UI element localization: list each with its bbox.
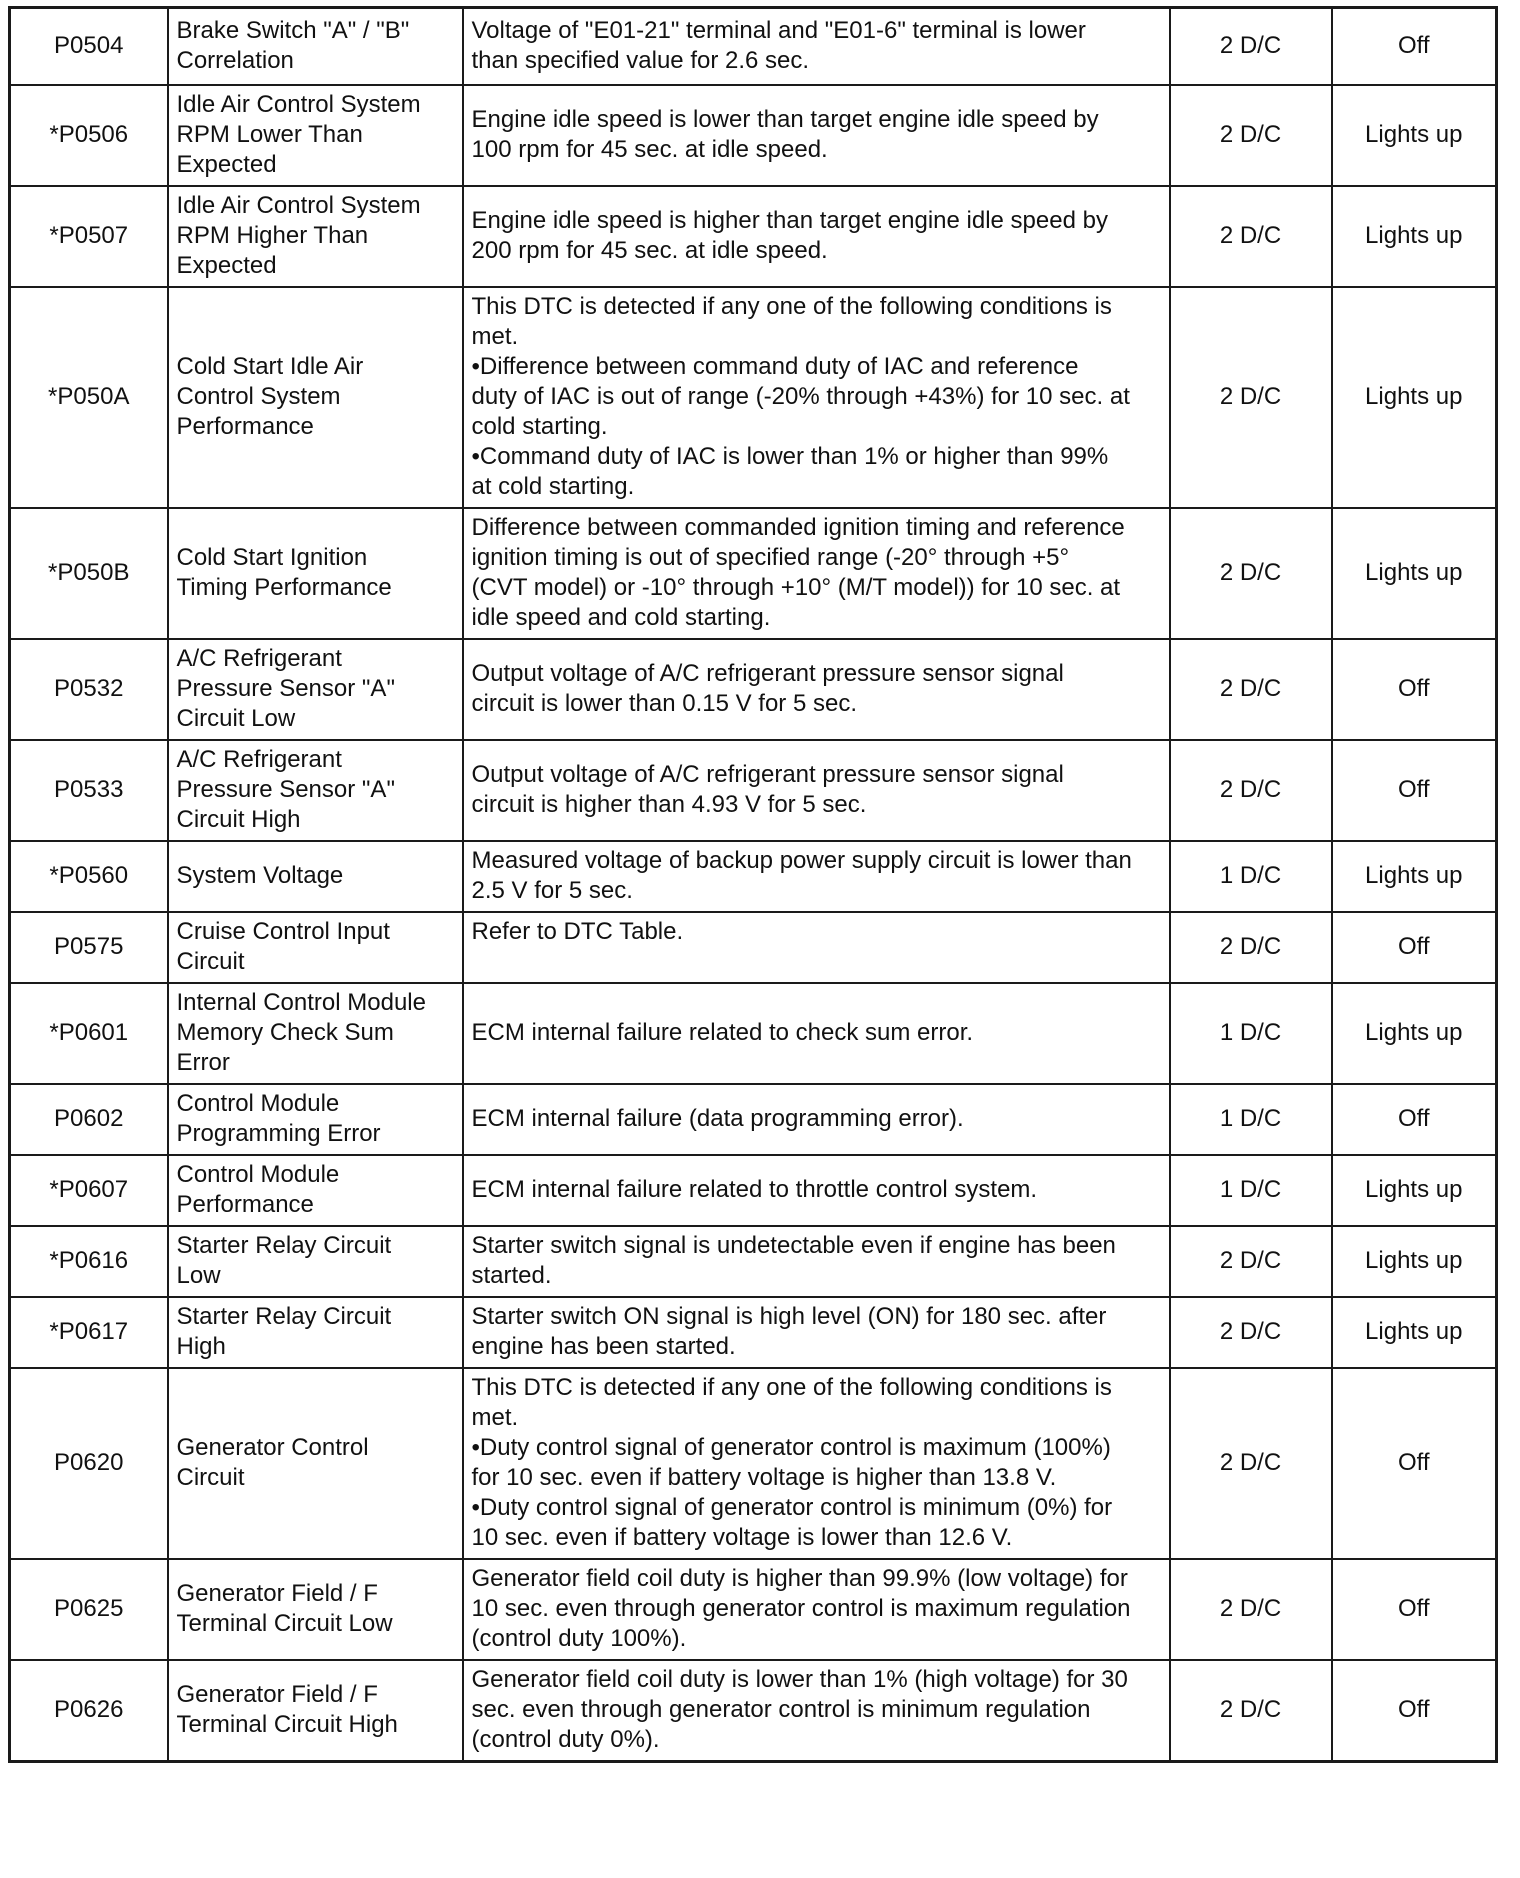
dtc-code-cell: *P0617: [10, 1297, 168, 1368]
mil-cell: Off: [1332, 912, 1497, 983]
detection-condition-line: Voltage of "E01-21" terminal and "E01-6" terminal is lower: [471, 16, 1086, 44]
detected-item-cell: [168, 841, 463, 912]
table-row: [10, 186, 1497, 287]
table-row: [10, 740, 1497, 841]
detected-item-line: Low: [176, 1261, 221, 1289]
detection-condition-cell: [463, 1660, 1170, 1762]
trip-logic-cell: 2 D/C: [1170, 740, 1332, 841]
detection-condition-line: idle speed and cold starting.: [471, 603, 771, 631]
detection-condition-cell: [463, 1368, 1170, 1559]
detection-condition-line: Engine idle speed is lower than target engine idle speed by: [471, 105, 1099, 133]
table-row: [10, 841, 1497, 912]
mil-cell: Lights up: [1332, 1226, 1497, 1297]
detected-item-cell: [168, 8, 463, 85]
dtc-code-cell: *P0601: [10, 983, 168, 1084]
trip-logic-cell: 2 D/C: [1170, 508, 1332, 639]
detection-condition-line: Output voltage of A/C refrigerant pressure sensor signal: [471, 659, 1064, 687]
detection-condition-cell: [463, 1297, 1170, 1368]
detection-condition-line: cold starting.: [471, 412, 608, 440]
detected-item-cell: [168, 912, 463, 983]
detected-item-line: Pressure Sensor "A": [176, 775, 395, 803]
table-row: [10, 1559, 1497, 1660]
trip-logic-cell: 1 D/C: [1170, 1155, 1332, 1226]
detected-item-cell: [168, 186, 463, 287]
mil-cell: Off: [1332, 740, 1497, 841]
mil-cell: Lights up: [1332, 983, 1497, 1084]
mil-cell: Lights up: [1332, 1155, 1497, 1226]
detection-condition-line: circuit is lower than 0.15 V for 5 sec.: [471, 689, 857, 717]
detected-item-line: Internal Control Module: [176, 988, 426, 1016]
dtc-code-cell: *P0560: [10, 841, 168, 912]
detection-condition-line: Difference between commanded ignition timing and reference: [471, 513, 1125, 541]
table-row: [10, 8, 1497, 85]
detection-condition-line: duty of IAC is out of range (-20% through +43%) for 10 sec. at: [471, 382, 1130, 410]
detection-condition-cell: [463, 983, 1170, 1084]
table-row: [10, 912, 1497, 983]
table-row: [10, 639, 1497, 740]
detected-item-line: Pressure Sensor "A": [176, 674, 395, 702]
detected-item-line: Idle Air Control System: [176, 90, 421, 118]
detection-condition-line: Refer to DTC Table.: [471, 917, 684, 945]
detected-item-cell: [168, 983, 463, 1084]
table-row: [10, 1660, 1497, 1762]
mil-cell: Lights up: [1332, 1297, 1497, 1368]
detection-condition-cell: [463, 1559, 1170, 1660]
detection-condition-line: at cold starting.: [471, 472, 635, 500]
detected-item-line: Programming Error: [176, 1119, 381, 1147]
mil-cell: Off: [1332, 1084, 1497, 1155]
detected-item-line: Circuit: [176, 1463, 245, 1491]
detected-item-cell: [168, 508, 463, 639]
detected-item-line: Control Module: [176, 1089, 340, 1117]
detected-item-line: Control Module: [176, 1160, 340, 1188]
trip-logic-cell: 2 D/C: [1170, 85, 1332, 186]
detection-condition-line: •Difference between command duty of IAC and reference: [471, 352, 1079, 380]
detected-item-line: Memory Check Sum: [176, 1018, 394, 1046]
mil-cell: Off: [1332, 1368, 1497, 1559]
detection-condition-line: •Duty control signal of generator control is minimum (0%) for: [471, 1493, 1113, 1521]
mil-cell: Lights up: [1332, 85, 1497, 186]
dtc-code-cell: P0625: [10, 1559, 168, 1660]
dtc-code-cell: P0532: [10, 639, 168, 740]
dtc-code-cell: P0626: [10, 1660, 168, 1762]
detection-condition-line: ECM internal failure related to throttle control system.: [471, 1175, 1038, 1203]
detection-condition-cell: [463, 740, 1170, 841]
detected-item-line: Starter Relay Circuit: [176, 1231, 392, 1259]
detection-condition-line: met.: [471, 1403, 519, 1431]
detected-item-line: A/C Refrigerant: [176, 745, 342, 773]
detection-condition-line: Starter switch ON signal is high level (ON) for 180 sec. after: [471, 1302, 1107, 1330]
detected-item-line: RPM Lower Than: [176, 120, 363, 148]
trip-logic-cell: 1 D/C: [1170, 983, 1332, 1084]
detected-item-line: Generator Control: [176, 1433, 369, 1461]
detection-condition-line: ECM internal failure (data programming error).: [471, 1104, 964, 1132]
detection-condition-line: circuit is higher than 4.93 V for 5 sec.: [471, 790, 867, 818]
dtc-code-cell: P0620: [10, 1368, 168, 1559]
detected-item-cell: [168, 1660, 463, 1762]
detected-item-line: Idle Air Control System: [176, 191, 421, 219]
detection-condition-cell: [463, 841, 1170, 912]
detected-item-line: Brake Switch "A" / "B": [176, 16, 410, 44]
detection-condition-cell: [463, 639, 1170, 740]
detection-condition-line: Engine idle speed is higher than target engine idle speed by: [471, 206, 1108, 234]
detection-condition-cell: [463, 912, 1170, 983]
detected-item-line: Error: [176, 1048, 230, 1076]
detected-item-line: Cruise Control Input: [176, 917, 390, 945]
dtc-code-cell: *P0507: [10, 186, 168, 287]
trip-logic-cell: 2 D/C: [1170, 186, 1332, 287]
detected-item-line: Circuit High: [176, 805, 301, 833]
detected-item-line: Circuit: [176, 947, 245, 975]
detected-item-cell: [168, 639, 463, 740]
trip-logic-cell: 2 D/C: [1170, 1297, 1332, 1368]
detection-condition-line: 2.5 V for 5 sec.: [471, 876, 633, 904]
detected-item-line: Control System: [176, 382, 341, 410]
mil-cell: Off: [1332, 1559, 1497, 1660]
trip-logic-cell: 2 D/C: [1170, 1559, 1332, 1660]
detected-item-line: Expected: [176, 251, 277, 279]
detected-item-line: Circuit Low: [176, 704, 296, 732]
detection-condition-line: engine has been started.: [471, 1332, 736, 1360]
dtc-code-cell: *P050B: [10, 508, 168, 639]
detection-condition-line: •Command duty of IAC is lower than 1% or higher than 99%: [471, 442, 1109, 470]
mil-cell: Lights up: [1332, 508, 1497, 639]
detected-item-line: Terminal Circuit Low: [176, 1609, 393, 1637]
dtc-code-cell: *P0607: [10, 1155, 168, 1226]
detected-item-cell: [168, 1084, 463, 1155]
trip-logic-cell: 1 D/C: [1170, 1084, 1332, 1155]
detected-item-line: Cold Start Ignition: [176, 543, 368, 571]
detection-condition-line: 10 sec. even through generator control is maximum regulation: [471, 1594, 1131, 1622]
detection-condition-line: sec. even through generator control is minimum regulation: [471, 1695, 1091, 1723]
mil-cell: Off: [1332, 1660, 1497, 1762]
detection-condition-line: than specified value for 2.6 sec.: [471, 46, 810, 74]
table-row: [10, 983, 1497, 1084]
detection-condition-line: 100 rpm for 45 sec. at idle speed.: [471, 135, 828, 163]
detected-item-cell: [168, 740, 463, 841]
detected-item-line: Performance: [176, 412, 314, 440]
detection-condition-line: Measured voltage of backup power supply circuit is lower than: [471, 846, 1132, 874]
detection-condition-cell: [463, 1226, 1170, 1297]
detection-condition-line: •Duty control signal of generator control is maximum (100%): [471, 1433, 1111, 1461]
dtc-code-cell: *P0616: [10, 1226, 168, 1297]
table-row: [10, 1226, 1497, 1297]
detection-condition-cell: [463, 1155, 1170, 1226]
trip-logic-cell: 1 D/C: [1170, 841, 1332, 912]
trip-logic-cell: 2 D/C: [1170, 8, 1332, 85]
detection-condition-line: 10 sec. even if battery voltage is lower than 12.6 V.: [471, 1523, 1013, 1551]
dtc-code-cell: *P050A: [10, 287, 168, 508]
detected-item-line: Performance: [176, 1190, 314, 1218]
table-row: [10, 1297, 1497, 1368]
detected-item-cell: [168, 1297, 463, 1368]
detection-condition-line: (CVT model) or -10° through +10° (M/T model)) for 10 sec. at: [471, 573, 1121, 601]
detected-item-line: Cold Start Idle Air: [176, 352, 364, 380]
dtc-code-cell: P0575: [10, 912, 168, 983]
trip-logic-cell: 2 D/C: [1170, 1660, 1332, 1762]
dtc-code-cell: P0533: [10, 740, 168, 841]
detection-condition-line: Generator field coil duty is higher than 99.9% (low voltage) for: [471, 1564, 1128, 1592]
detected-item-line: A/C Refrigerant: [176, 644, 342, 672]
detection-condition-cell: [463, 85, 1170, 186]
detected-item-line: Terminal Circuit High: [176, 1710, 398, 1738]
detection-condition-line: This DTC is detected if any one of the following conditions is: [471, 292, 1112, 320]
table-row: [10, 287, 1497, 508]
detection-condition-line: This DTC is detected if any one of the following conditions is: [471, 1373, 1112, 1401]
detection-condition-line: ECM internal failure related to check sum error.: [471, 1018, 974, 1046]
dtc-code-cell: P0602: [10, 1084, 168, 1155]
detection-condition-cell: [463, 508, 1170, 639]
table-row: [10, 508, 1497, 639]
detected-item-line: RPM Higher Than: [176, 221, 369, 249]
detection-condition-line: (control duty 100%).: [471, 1624, 687, 1652]
detected-item-cell: [168, 1368, 463, 1559]
trip-logic-cell: 2 D/C: [1170, 1368, 1332, 1559]
detection-condition-line: ignition timing is out of specified range (-20° through +5°: [471, 543, 1070, 571]
mil-cell: Lights up: [1332, 287, 1497, 508]
detected-item-line: Generator Field / F: [176, 1579, 378, 1607]
trip-logic-cell: 2 D/C: [1170, 639, 1332, 740]
detected-item-line: Timing Performance: [176, 573, 392, 601]
detected-item-line: Correlation: [176, 46, 294, 74]
mil-cell: Lights up: [1332, 841, 1497, 912]
detection-condition-cell: [463, 186, 1170, 287]
table-row: [10, 85, 1497, 186]
dtc-table-body: [10, 8, 1497, 1762]
dtc-code-cell: *P0506: [10, 85, 168, 186]
detected-item-line: System Voltage: [176, 861, 344, 889]
detected-item-cell: [168, 1155, 463, 1226]
detected-item-line: Starter Relay Circuit: [176, 1302, 392, 1330]
detected-item-cell: [168, 1226, 463, 1297]
detection-condition-cell: [463, 1084, 1170, 1155]
dtc-table: [8, 6, 1498, 1763]
detection-condition-line: 200 rpm for 45 sec. at idle speed.: [471, 236, 828, 264]
detected-item-line: Generator Field / F: [176, 1680, 378, 1708]
trip-logic-cell: 2 D/C: [1170, 1226, 1332, 1297]
trip-logic-cell: 2 D/C: [1170, 287, 1332, 508]
table-row: [10, 1368, 1497, 1559]
dtc-code-cell: P0504: [10, 8, 168, 85]
table-row: [10, 1084, 1497, 1155]
detection-condition-line: for 10 sec. even if battery voltage is higher than 13.8 V.: [471, 1463, 1057, 1491]
mil-cell: Lights up: [1332, 186, 1497, 287]
detection-condition-line: (control duty 0%).: [471, 1725, 660, 1753]
detection-condition-line: Starter switch signal is undetectable even if engine has been: [471, 1231, 1116, 1259]
detection-condition-line: started.: [471, 1261, 552, 1289]
detected-item-cell: [168, 1559, 463, 1660]
trip-logic-cell: 2 D/C: [1170, 912, 1332, 983]
detected-item-line: Expected: [176, 150, 277, 178]
detection-condition-cell: [463, 287, 1170, 508]
mil-cell: Off: [1332, 639, 1497, 740]
detection-condition-line: Generator field coil duty is lower than 1% (high voltage) for 30: [471, 1665, 1128, 1693]
detected-item-cell: [168, 85, 463, 186]
detection-condition-cell: [463, 8, 1170, 85]
detection-condition-line: Output voltage of A/C refrigerant pressure sensor signal: [471, 760, 1064, 788]
detection-condition-line: met.: [471, 322, 519, 350]
detected-item-line: High: [176, 1332, 226, 1360]
table-row: [10, 1155, 1497, 1226]
mil-cell: Off: [1332, 8, 1497, 85]
detected-item-cell: [168, 287, 463, 508]
